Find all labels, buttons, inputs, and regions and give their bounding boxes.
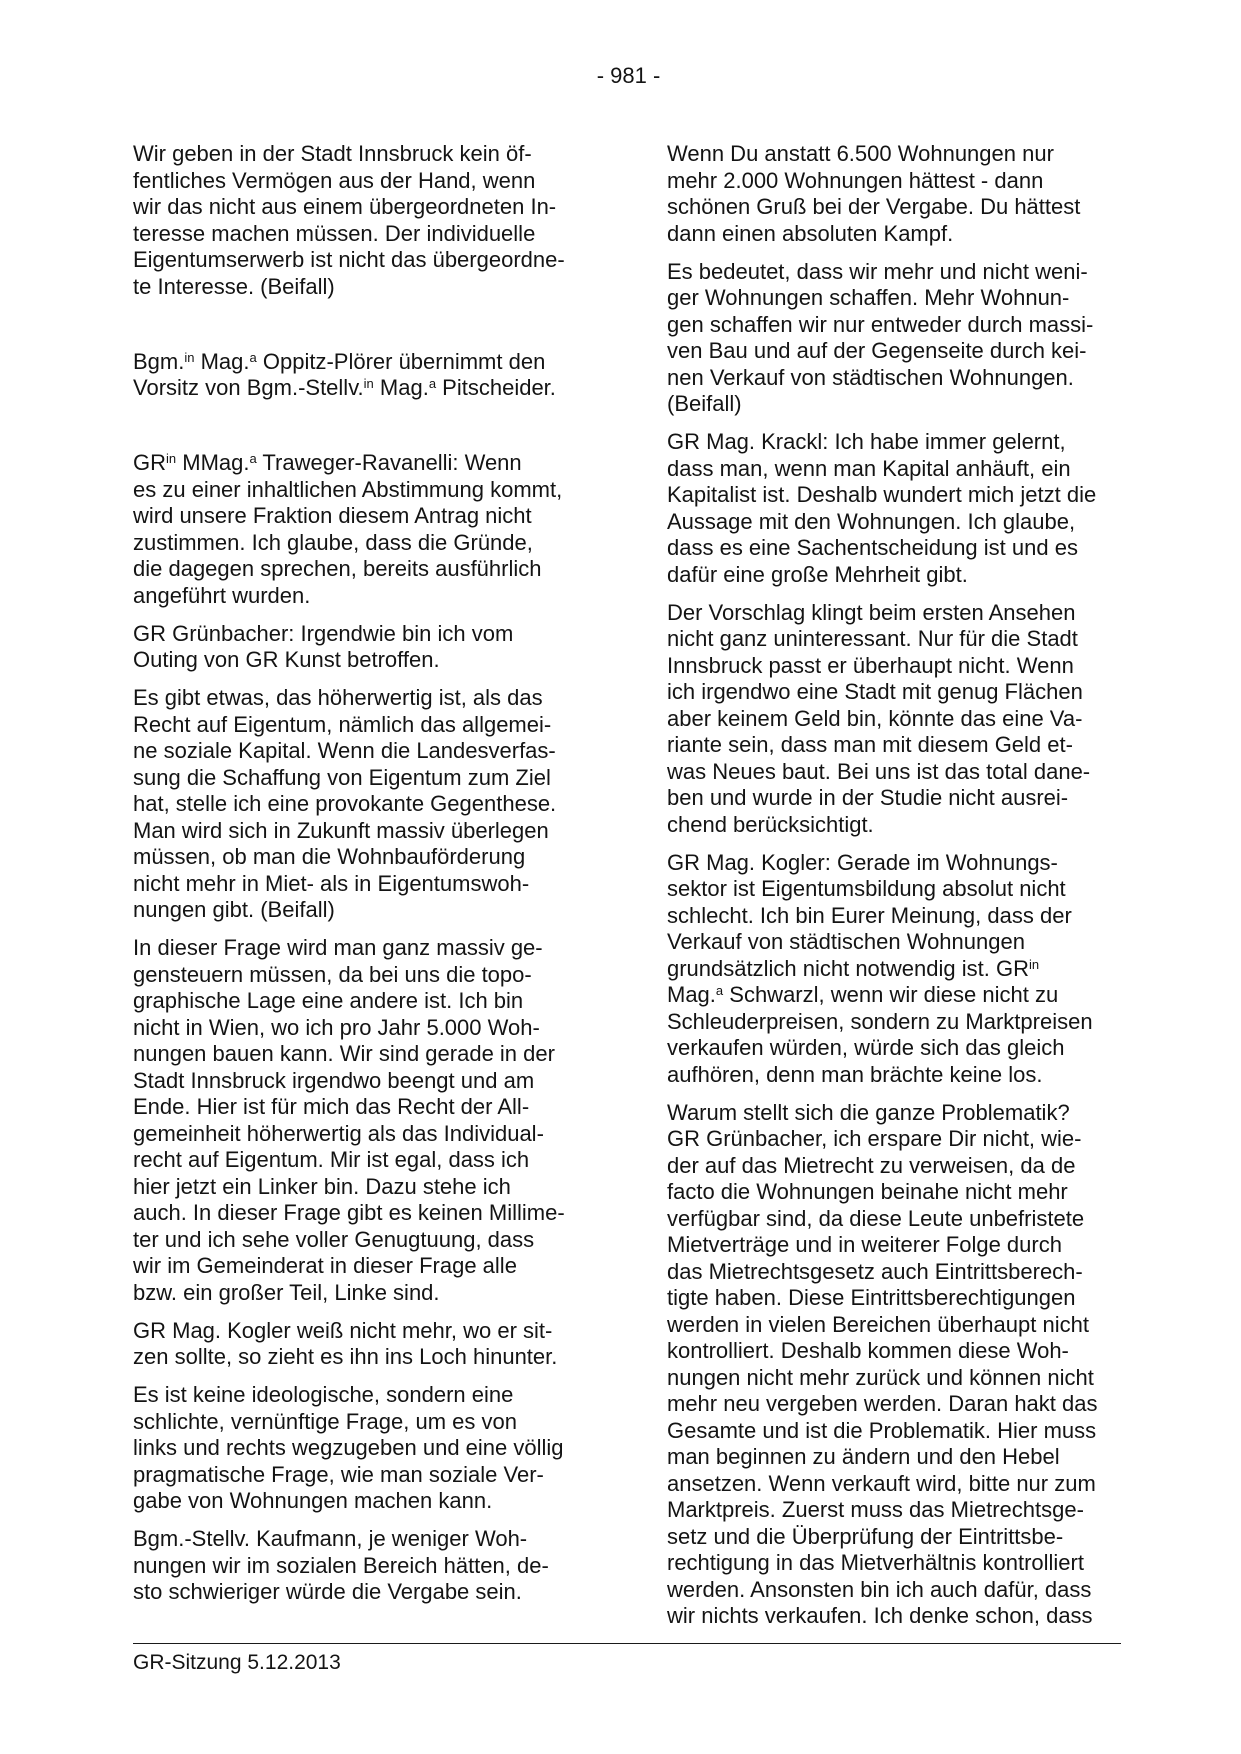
paragraph [667, 1100, 1124, 1630]
paragraph [667, 600, 1124, 839]
text-line: sung die Schaffung von Eigentum zum Ziel [133, 764, 551, 790]
text-column-right [667, 141, 1124, 1641]
superscript: in [184, 349, 195, 365]
text-line: gensteuern müssen, da bei uns die topo- [133, 961, 532, 987]
superscript: in [363, 376, 374, 391]
paragraph [133, 141, 590, 300]
text-line: tigte haben. Diese Eintrittsberechtigungen [667, 1285, 1076, 1310]
text-line: nicht mehr in Miet- als in Eigentumswoh- [133, 870, 530, 896]
text-line: Es gibt etwas, das höherwertig ist, als das [133, 685, 543, 710]
text-line: Aussage mit den Wohnungen. Ich glaube, [667, 508, 1076, 534]
text-line: nungen bauen kann. Wir sind gerade in der [133, 1041, 555, 1066]
text-line: verfügbar sind, da diese Leute unbefristete [667, 1205, 1085, 1231]
text-line: Ende. Hier ist für mich das Recht der All- [133, 1094, 530, 1119]
text-line: GR Mag. Kogler weiß nicht mehr, wo er sit- [133, 1317, 553, 1343]
superscript: in [166, 451, 177, 466]
text-line: schlichte, vernünftige Frage, um es von [133, 1408, 517, 1434]
text-line: ich irgendwo eine Stadt mit genug Flächen [667, 679, 1083, 704]
paragraph [667, 429, 1124, 588]
paragraph [667, 259, 1124, 418]
text-line: hier jetzt ein Linker bin. Dazu stehe ich [133, 1173, 511, 1199]
text-line: der auf das Mietrecht zu verweisen, da de [667, 1152, 1076, 1178]
text-line: sektor ist Eigentumsbildung absolut nicht [667, 876, 1066, 901]
text-line: graphische Lage eine andere ist. Ich bin [133, 988, 524, 1013]
text-line: werden in vielen Bereichen überhaupt nicht [667, 1311, 1089, 1337]
text-line: Bgm.$^{in}$ Mag.$^a$ Oppitz-Plörer übernimmt den [133, 348, 546, 374]
text-line: Recht auf Eigentum, nämlich das allgemei- [133, 711, 552, 737]
text-line: links und rechts wegzugeben und eine völlig [133, 1435, 564, 1460]
text-line: GR Grünbacher, ich erspare Dir nicht, wie- [667, 1126, 1082, 1151]
text-line: Es bedeutet, dass wir mehr und nicht weni- [667, 258, 1088, 284]
text-line: zustimmen. Ich glaube, dass die Gründe, [133, 529, 533, 555]
text-line: verkaufen würden, würde sich das gleich [667, 1035, 1065, 1060]
text-line: Gesamte und ist die Problematik. Hier muss [667, 1417, 1097, 1443]
text-line: schlecht. Ich bin Eurer Meinung, dass der [667, 902, 1072, 928]
text-line: schönen Gruß bei der Vergabe. Du hättest [667, 194, 1081, 219]
text-line: facto die Wohnungen beinahe nicht mehr [667, 1179, 1068, 1204]
text-line: Mag.$^a$ Schwarzl, wenn wir diese nicht zu [667, 982, 1059, 1007]
text-line: Wenn Du anstatt 6.500 Wohnungen nur [667, 141, 1054, 166]
text-line: GR Grünbacher: Irgendwie bin ich vom [133, 620, 514, 646]
text-line: nungen nicht mehr zurück und können nicht [667, 1364, 1094, 1390]
text-line: dafür eine große Mehrheit gibt. [667, 561, 968, 587]
text-line: Es ist keine ideologische, sondern eine [133, 1382, 514, 1407]
text-line: (Beifall) [667, 391, 742, 416]
paragraph [133, 1526, 590, 1606]
page-footer [133, 1643, 1121, 1675]
text-line: zen sollte, so zieht es ihn ins Loch hinunter. [133, 1344, 558, 1369]
text-line: wird unsere Fraktion diesem Antrag nicht [133, 503, 532, 528]
text-line: Kapitalist ist. Deshalb wundert mich jetzt die [667, 482, 1097, 507]
text-line: Innsbruck passt er überhaupt nicht. Wenn [667, 652, 1074, 678]
paragraph [133, 1318, 590, 1371]
text-line: teresse machen müssen. Der individuelle [133, 220, 536, 246]
text-line: kontrolliert. Deshalb kommen diese Woh- [667, 1338, 1069, 1363]
text-line: Marktpreis. Zuerst muss das Mietrechtsge- [667, 1497, 1084, 1522]
paragraph [133, 935, 590, 1306]
paragraph [133, 1382, 590, 1515]
text-line: nicht in Wien, wo ich pro Jahr 5.000 Woh- [133, 1014, 540, 1040]
paragraph [133, 621, 590, 674]
text-line: nicht ganz uninteressant. Nur für die Stadt [667, 626, 1078, 651]
text-line: Verkauf von städtischen Wohnungen [667, 929, 1025, 954]
text-line: man beginnen zu ändern und den Hebel [667, 1444, 1060, 1469]
superscript: a [249, 349, 257, 365]
paragraph [667, 141, 1124, 247]
text-line: Eigentumserwerb ist nicht das übergeordne- [133, 247, 565, 272]
text-line: ter und ich sehe voller Genugtuung, dass [133, 1226, 535, 1252]
text-line: fentliches Vermögen aus der Hand, wenn [133, 167, 536, 193]
text-line: GR Mag. Krackl: Ich habe immer gelernt, [667, 429, 1066, 454]
text-line: werden. Ansonsten bin ich auch dafür, dass [667, 1576, 1092, 1602]
text-line: GR Mag. Kogler: Gerade im Wohnungs- [667, 849, 1058, 875]
text-line: dass man, wenn man Kapital anhäuft, ein [667, 455, 1071, 481]
text-line: gabe von Wohnungen machen kann. [133, 1488, 493, 1513]
text-line: die dagegen sprechen, bereits ausführlich [133, 556, 542, 581]
superscript: in [1028, 956, 1040, 972]
text-line: Wir geben in der Stadt Innsbruck kein öf- [133, 141, 532, 166]
text-line: wir im Gemeinderat in dieser Frage alle [133, 1253, 517, 1278]
text-line: ansetzen. Wenn verkauft wird, bitte nur zum [667, 1470, 1096, 1496]
text-line: chend berücksichtigt. [667, 811, 874, 837]
text-line: bzw. ein großer Teil, Linke sind. [133, 1279, 440, 1305]
text-line: was Neues baut. Bei uns ist das total dane- [667, 758, 1091, 784]
text-line: ger Wohnungen schaffen. Mehr Wohnun- [667, 285, 1070, 310]
text-line: ven Bau und auf der Gegenseite durch kei- [667, 338, 1087, 363]
paragraph [133, 349, 590, 402]
text-line: gen schaffen wir nur entweder durch massi- [667, 311, 1094, 337]
text-line: Warum stellt sich die ganze Problematik? [667, 1099, 1070, 1125]
text-line: wir das nicht aus einem übergeordneten In- [133, 194, 557, 219]
text-line: Bgm.-Stellv. Kaufmann, je weniger Woh- [133, 1526, 528, 1551]
text-line: müssen, ob man die Wohnbauförderung [133, 844, 526, 869]
paragraph [133, 450, 590, 609]
text-line: Mietverträge und in weiterer Folge durch [667, 1232, 1062, 1257]
text-line: nungen wir im sozialen Bereich hätten, de- [133, 1552, 549, 1578]
superscript: a [249, 451, 257, 466]
text-line: te Interesse. (Beifall) [133, 273, 335, 299]
text-line: Stadt Innsbruck irgendwo beengt und am [133, 1067, 535, 1093]
text-line: In dieser Frage wird man ganz massiv ge- [133, 935, 543, 960]
text-line: grundsätzlich nicht notwendig ist. $GR^{in}$ [667, 955, 1040, 981]
paragraph [667, 850, 1124, 1089]
text-column-left [133, 141, 590, 1641]
text-line: mehr 2.000 Wohnungen hättest - dann [667, 167, 1044, 193]
text-line: Outing von GR Kunst betroffen. [133, 647, 440, 672]
text-line: nen Verkauf von städtischen Wohnungen. [667, 364, 1074, 390]
text-line: nungen gibt. (Beifall) [133, 897, 335, 922]
text-line: wir nichts verkaufen. Ich denke schon, dass [667, 1603, 1093, 1628]
text-line: ne soziale Kapital. Wenn die Landesverfas- [133, 738, 556, 763]
superscript: a [428, 376, 437, 391]
text-line: ben und wurde in der Studie nicht ausrei- [667, 785, 1069, 810]
text-line: Schleuderpreisen, sondern zu Marktpreisen [667, 1008, 1093, 1034]
text-line: recht auf Eigentum. Mir ist egal, dass ich [133, 1147, 530, 1172]
text-line: $GR^{in}$ MMag.$^a$ Traweger-Ravanelli: Wenn [133, 450, 522, 475]
text-line: dass es eine Sachentscheidung ist und es [667, 535, 1078, 560]
text-line: setz und die Überprüfung der Eintrittsbe- [667, 1523, 1064, 1549]
text-line: rechtigung in das Mietverhältnis kontrolliert [667, 1550, 1084, 1575]
text-line: sto schwieriger würde die Vergabe sein. [133, 1579, 522, 1604]
page-number: - 981 - [596, 63, 661, 88]
text-line: das Mietrechtsgesetz auch Eintrittsberech- [667, 1258, 1083, 1284]
text-line: aber keinem Geld bin, könnte das eine Va- [667, 705, 1083, 731]
text-line: pragmatische Frage, wie man soziale Ver- [133, 1461, 544, 1487]
text-line: Man wird sich in Zukunft massiv überlegen [133, 817, 549, 843]
text-line: auch. In dieser Frage gibt es keinen Millime- [133, 1200, 565, 1225]
text-line: hat, stelle ich eine provokante Gegenthese. [133, 791, 557, 816]
text-line: angeführt wurden. [133, 582, 311, 608]
text-columns [133, 141, 1124, 1641]
footer-session-label: GR-Sitzung 5.12.2013 [133, 1651, 341, 1674]
text-line: Vorsitz von Bgm.-Stellv.$^{in}$ Mag.$^a$ Pitscheider. [133, 375, 556, 400]
text-line: dann einen absoluten Kampf. [667, 220, 954, 246]
paragraph [133, 685, 590, 924]
text-line: gemeinheit höherwertig als das Individual- [133, 1120, 544, 1146]
superscript: a [715, 983, 724, 998]
text-line: aufhören, denn man brächte keine los. [667, 1061, 1043, 1087]
text-line: es zu einer inhaltlichen Abstimmung kommt, [133, 476, 563, 502]
text-line: mehr neu vergeben werden. Daran hakt das [667, 1391, 1098, 1416]
text-line: riante sein, dass man mit diesem Geld et- [667, 732, 1073, 757]
text-line: Der Vorschlag klingt beim ersten Ansehen [667, 599, 1076, 625]
